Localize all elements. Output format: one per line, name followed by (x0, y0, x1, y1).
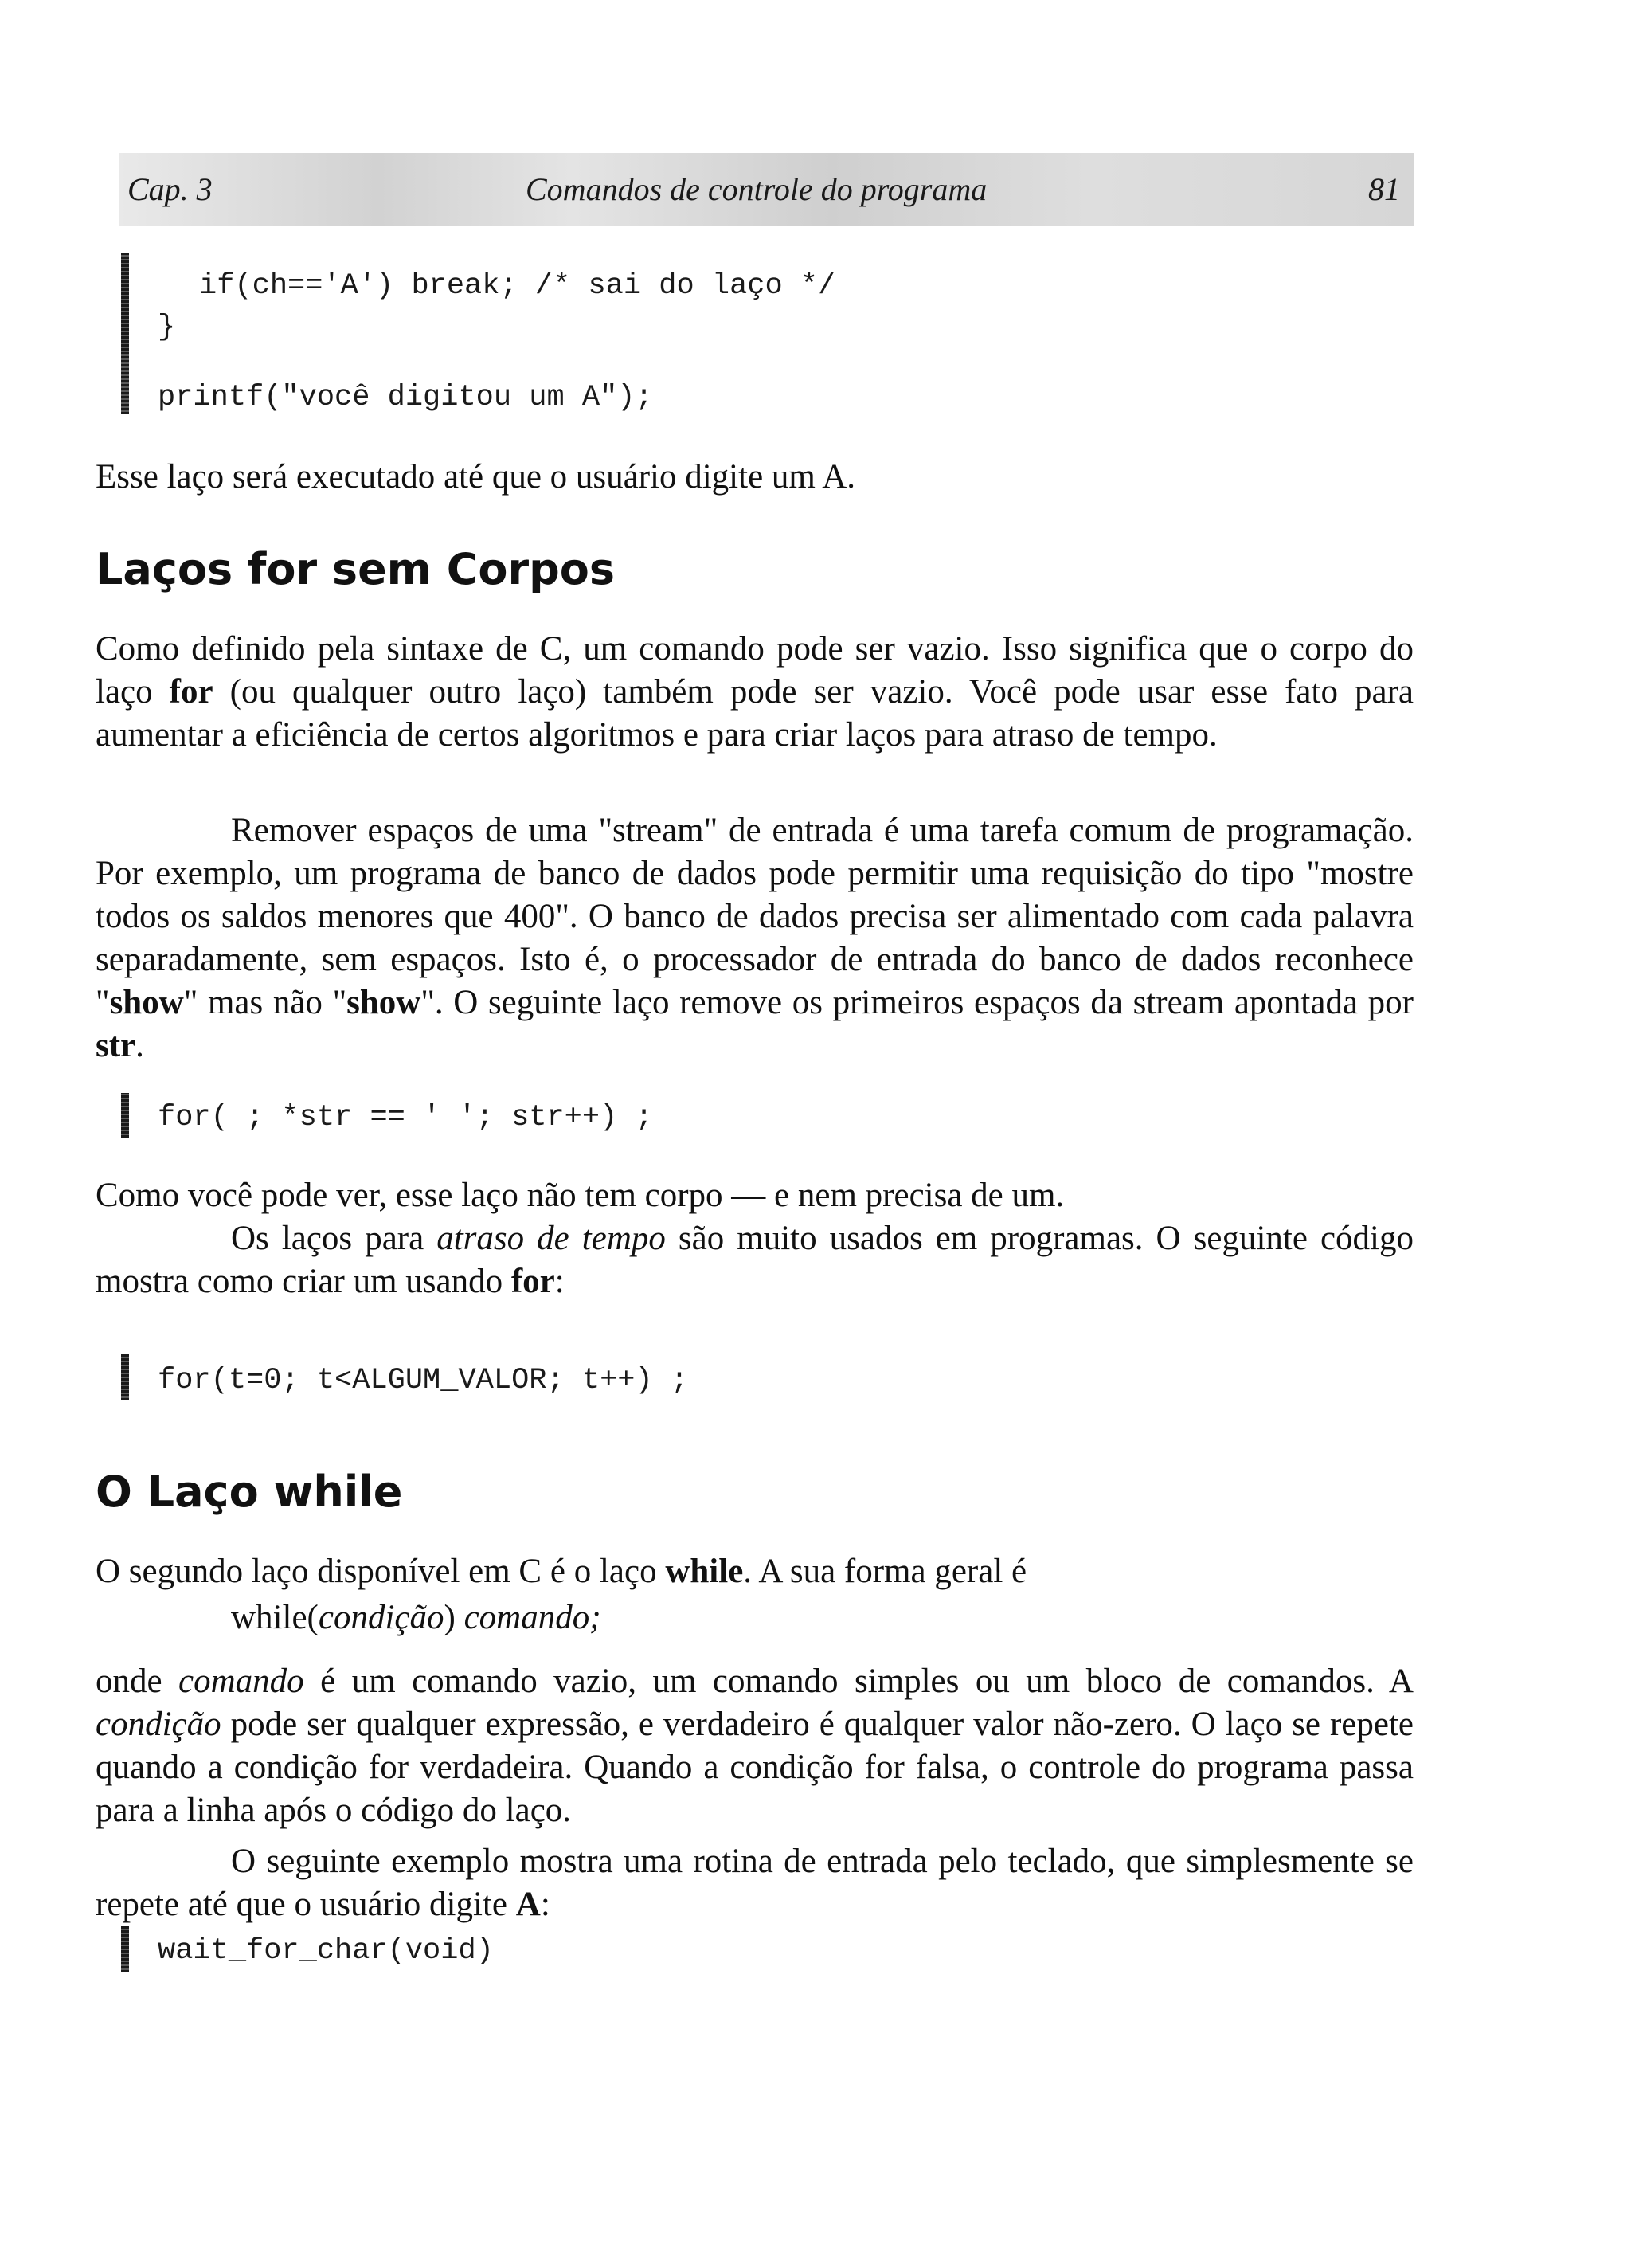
chapter-label: Cap. 3 (127, 171, 213, 207)
section-heading: Laços for sem Corpos (96, 544, 616, 594)
code-block-marker (121, 1093, 129, 1138)
code-block-marker (121, 253, 129, 414)
paragraph: Esse laço será executado até que o usuário digite um A. (96, 458, 856, 496)
page-number: 81 (1368, 171, 1400, 207)
syntax-line: while(condição) comando; (231, 1599, 601, 1636)
paragraph: onde comando é um comando vazio, um comando simples ou um bloco de comandos. A condição pode ser qualquer expressão, e verdadeiro é qualquer valor não-zero. O laço se repete quando a condição for verdadeira. Quando a condição for falsa, o controle do programa passa para a linha após o código do laço. (96, 1663, 1414, 1829)
code-line: for(t=0; t<ALGUM_VALOR; t++) ; (158, 1364, 689, 1397)
paragraph: Os laços para atraso de tempo são muito usados em programas. O seguinte código mostra como criar um usando for: (96, 1220, 1414, 1300)
code-line: if(ch=='A') break; /* sai do laço */ (199, 269, 836, 303)
paragraph: Remover espaços de uma "stream" de entrada é uma tarefa comum de programação. Por exemplo, um programa de banco de dados pode permitir uma requisição do tipo "mostre todos os saldos menores que 400". O banco de dados precisa ser alimentado com cada palavra separadamente, sem espaços. Isto é, o processador de entrada do banco de dados reconhece "show" mas não "show". O seguinte laço remove os primeiros espaços da stream apontada por str. (96, 812, 1414, 1064)
paragraph: O segundo laço disponível em C é o laço while. A sua forma geral é (96, 1553, 1027, 1590)
code-block-marker (121, 1354, 129, 1400)
code-block-marker (121, 1926, 129, 1972)
code-line: } (158, 311, 176, 344)
code-line: for( ; *str == ' '; str++) ; (158, 1101, 653, 1134)
code-line: wait_for_char(void) (158, 1934, 494, 1968)
chapter-title: Comandos de controle do programa (526, 171, 988, 207)
paragraph: Como definido pela sintaxe de C, um comando pode ser vazio. Isso significa que o corpo do laço for (ou qualquer outro laço) também pode ser vazio. Você pode usar esse fato para aumentar a eficiência de certos algoritmos e para criar laços para atraso de tempo. (96, 630, 1414, 754)
paragraph: O seguinte exemplo mostra uma rotina de entrada pelo teclado, que simplesmente se repete até que o usuário digite A: (96, 1843, 1414, 1923)
section-heading: O Laço while (96, 1467, 403, 1517)
paragraph: Como você pode ver, esse laço não tem corpo — e nem precisa de um. (96, 1177, 1065, 1214)
code-line: printf("você digitou um A"); (158, 381, 653, 414)
